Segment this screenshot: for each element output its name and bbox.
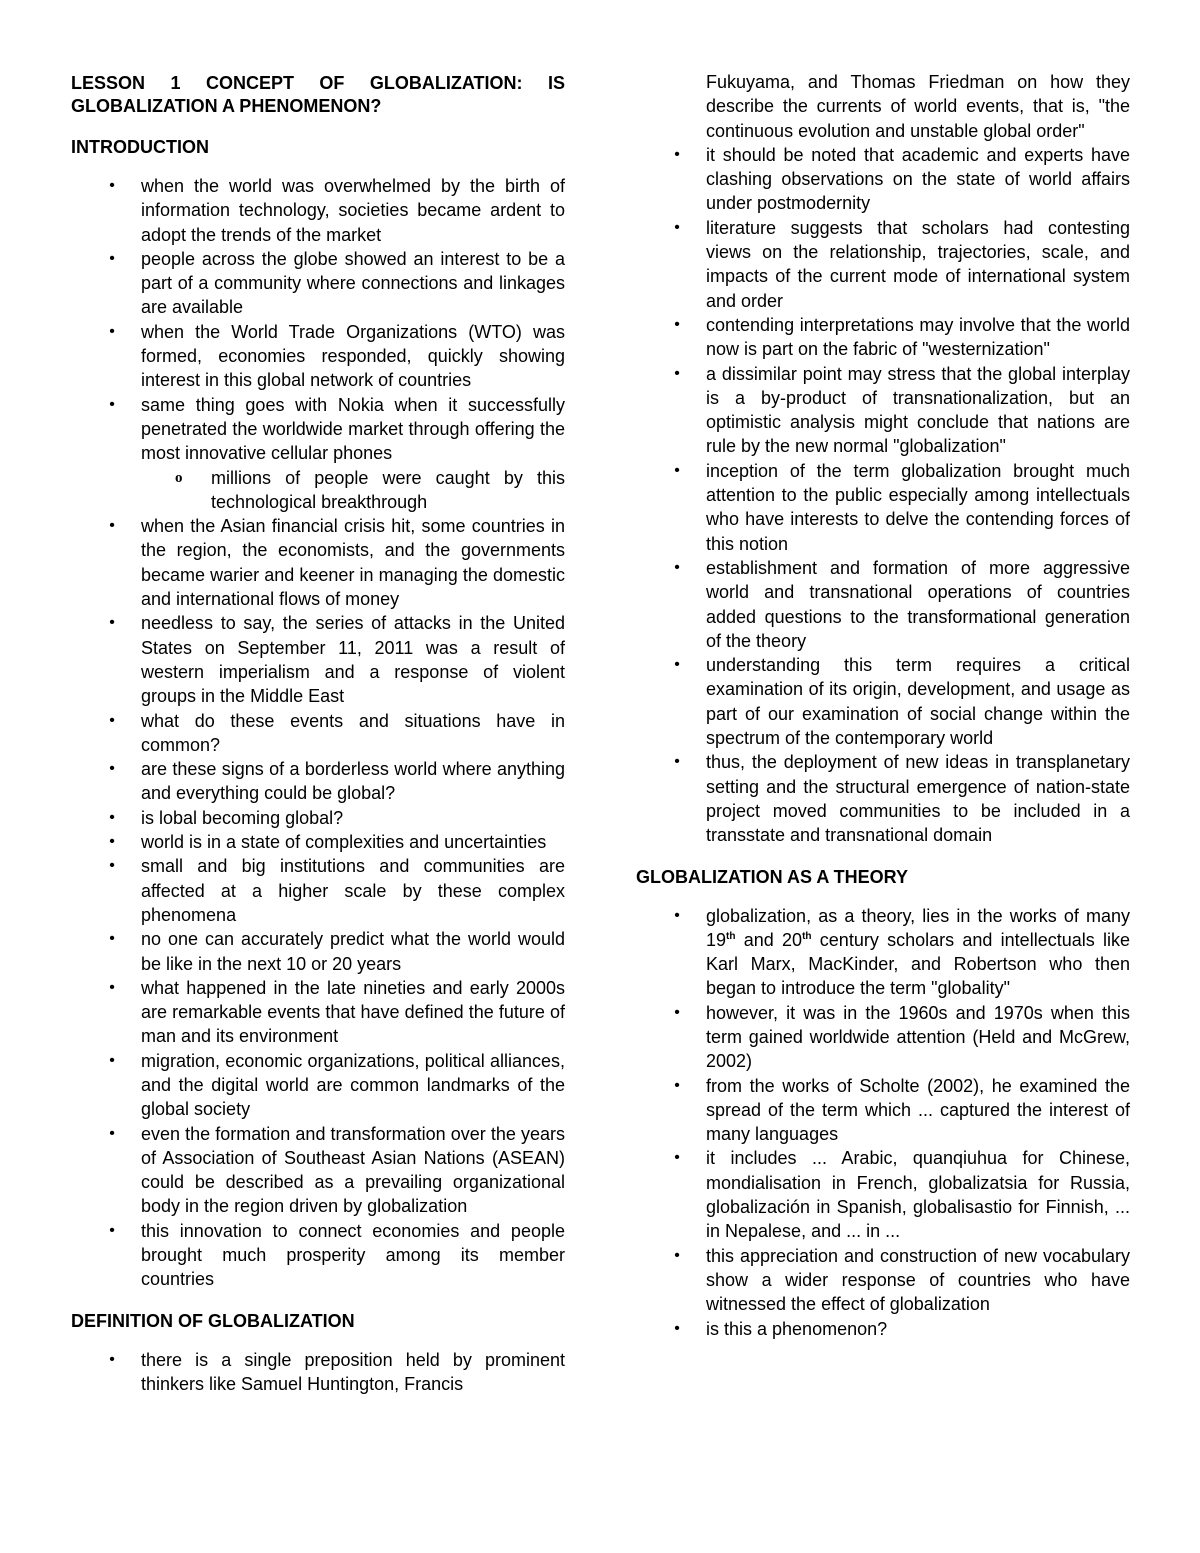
lesson-title: LESSON 1 CONCEPT OF GLOBALIZATION: IS GLOBALIZATION A PHENOMENON? bbox=[71, 73, 565, 116]
list-item: • contending interpretations may involve that the world now is part on the fabric of "westernization" bbox=[636, 313, 1130, 362]
bullet-icon: • bbox=[674, 753, 680, 771]
bullet-icon: • bbox=[674, 315, 680, 333]
list-item: • globalization, as a theory, lies in the works of many 19th and 20th century scholars and intellectuals like Karl Marx, MacKinder, and Robertson who then began to introduce the term "globality" bbox=[636, 904, 1130, 1001]
definition-list bbox=[636, 143, 1130, 848]
list-item: • from the works of Scholte (2002), he examined the spread of the term which ... captured the interest of many languages bbox=[636, 1074, 1130, 1147]
list-item: • when the World Trade Organizations (WTO) was formed, economies responded, quickly showing interest in this global network of countries bbox=[71, 320, 565, 393]
bullet-icon: • bbox=[109, 249, 115, 267]
bullet-icon: • bbox=[109, 614, 115, 632]
bullet-icon: • bbox=[109, 1051, 115, 1069]
list-item: • same thing goes with Nokia when it successfully penetrated the worldwide market through offering the most innovative cellular phones bbox=[71, 393, 565, 466]
list-item: • thus, the deployment of new ideas in transplanetary setting and the structural emergence of nation-state project moved communities to be included in a transstate and transnational domain bbox=[636, 750, 1130, 847]
list-item-continued: Fukuyama, and Thomas Friedman on how they describe the currents of world events, that is, "the continuous evolution and unstable global order" bbox=[706, 72, 1130, 141]
sub-bullet-icon: o bbox=[175, 469, 183, 486]
list-item: • what happened in the late nineties and early 2000s are remarkable events that have defined the future of man and its environment bbox=[71, 976, 565, 1049]
bullet-icon: • bbox=[674, 1149, 680, 1167]
list-item: • when the Asian financial crisis hit, some countries in the region, the economists, and the governments became warier and keener in managing the domestic and international flows of money bbox=[71, 514, 565, 611]
bullet-icon: • bbox=[109, 517, 115, 535]
list-item: • it should be noted that academic and experts have clashing observations on the state of world affairs under postmodernity bbox=[636, 143, 1130, 216]
introduction-list bbox=[71, 174, 565, 1292]
list-item: • migration, economic organizations, political alliances, and the digital world are common landmarks of the global society bbox=[71, 1049, 565, 1122]
bullet-icon: • bbox=[674, 1319, 680, 1337]
bullet-icon: • bbox=[674, 906, 680, 924]
bullet-icon: • bbox=[674, 558, 680, 576]
bullet-icon: • bbox=[674, 218, 680, 236]
bullet-icon: • bbox=[109, 395, 115, 413]
list-item: • world is in a state of complexities and uncertainties bbox=[71, 830, 565, 854]
list-item: • is lobal becoming global? bbox=[71, 806, 565, 830]
bullet-icon: • bbox=[109, 1350, 115, 1368]
bullet-icon: • bbox=[674, 461, 680, 479]
bullet-icon: • bbox=[109, 1221, 115, 1239]
definition-heading: DEFINITION OF GLOBALIZATION bbox=[71, 1310, 355, 1331]
left-column bbox=[71, 70, 565, 1396]
bullet-icon: • bbox=[109, 857, 115, 875]
bullet-icon: • bbox=[109, 711, 115, 729]
bullet-icon: • bbox=[109, 760, 115, 778]
list-item: • small and big institutions and communities are affected at a higher scale by these complex phenomena bbox=[71, 854, 565, 927]
bullet-icon: • bbox=[674, 145, 680, 163]
definition-list-start bbox=[71, 1348, 565, 1397]
list-item: • is this a phenomenon? bbox=[636, 1317, 1130, 1341]
list-item: • this appreciation and construction of new vocabulary show a wider response of countries who have witnessed the effect of globalization bbox=[636, 1244, 1130, 1317]
list-item: • inception of the term globalization brought much attention to the public especially among intellectuals who have interests to delve the contending forces of this notion bbox=[636, 459, 1130, 556]
list-item: • even the formation and transformation over the years of Association of Southeast Asian Nations (ASEAN) could be described as a prevailing organizational body in the region driven by globalization bbox=[71, 1122, 565, 1219]
sub-list-item: o millions of people were caught by this technological breakthrough bbox=[175, 467, 565, 512]
bullet-icon: • bbox=[674, 364, 680, 382]
bullet-icon: • bbox=[674, 656, 680, 674]
list-item: • what do these events and situations have in common? bbox=[71, 709, 565, 758]
list-item: • establishment and formation of more aggressive world and transnational operations of countries added questions to the transformational generation of the theory bbox=[636, 556, 1130, 653]
introduction-heading: INTRODUCTION bbox=[71, 137, 209, 157]
right-column bbox=[636, 70, 1130, 1341]
bullet-icon: • bbox=[674, 1246, 680, 1264]
list-item: • are these signs of a borderless world where anything and everything could be global? bbox=[71, 757, 565, 806]
list-item: • there is a single preposition held by prominent thinkers like Samuel Huntington, Francis bbox=[71, 1348, 565, 1397]
bullet-icon: • bbox=[674, 1003, 680, 1021]
list-item: • however, it was in the 1960s and 1970s when this term gained worldwide attention (Held and McGrew, 2002) bbox=[636, 1001, 1130, 1074]
bullet-icon: • bbox=[109, 322, 115, 340]
list-item: • when the world was overwhelmed by the birth of information technology, societies became ardent to adopt the trends of the market bbox=[71, 174, 565, 247]
bullet-icon: • bbox=[109, 833, 115, 851]
bullet-icon: • bbox=[109, 930, 115, 948]
list-item: • this innovation to connect economies and people brought much prosperity among its member countries bbox=[71, 1219, 565, 1292]
list-item: • people across the globe showed an interest to be a part of a community where connections and linkages are available bbox=[71, 247, 565, 320]
list-item: • it includes ... Arabic, quanqiuhua for Chinese, mondialisation in French, globalizatsia for Russia, globalización in Spanish, globalisastio for Finnish, ... in Nepalese, and ... in ... bbox=[636, 1146, 1130, 1243]
theory-heading: GLOBALIZATION AS A THEORY bbox=[636, 866, 908, 887]
bullet-icon: • bbox=[109, 808, 115, 826]
list-item: • needless to say, the series of attacks in the United States on September 11, 2011 was a result of western imperialism and a response of violent groups in the Middle East bbox=[71, 611, 565, 708]
bullet-icon: • bbox=[109, 978, 115, 996]
list-item: • understanding this term requires a critical examination of its origin, development, and usage as part of our examination of social change within the spectrum of the contemporary world bbox=[636, 653, 1130, 750]
bullet-icon: • bbox=[674, 1076, 680, 1094]
bullet-icon: • bbox=[109, 1124, 115, 1142]
theory-list bbox=[636, 904, 1130, 1341]
list-item: • literature suggests that scholars had contesting views on the relationship, trajectories, scale, and impacts of the current mode of international system and order bbox=[636, 216, 1130, 313]
bullet-icon: • bbox=[109, 177, 115, 194]
list-item: • a dissimilar point may stress that the global interplay is a by-product of transnationalization, but an optimistic analysis might conclude that nations are rule by the new normal "globalization" bbox=[636, 362, 1130, 459]
list-item: • no one can accurately predict what the world would be like in the next 10 or 20 years bbox=[71, 927, 565, 976]
